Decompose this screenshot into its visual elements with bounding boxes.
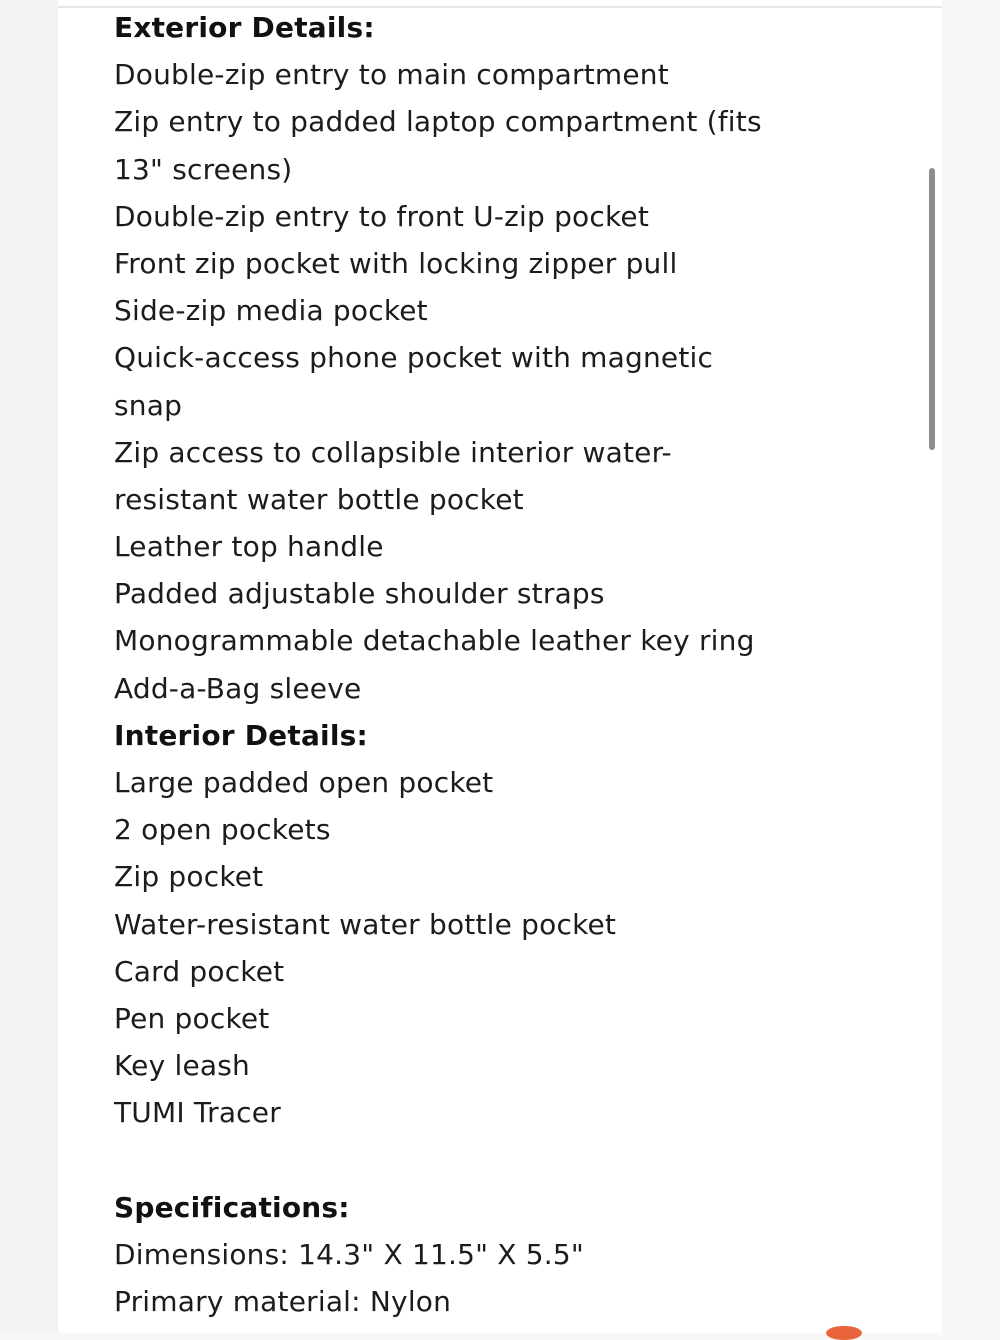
exterior-detail-line: Quick-access phone pocket with magnetic xyxy=(114,341,714,375)
product-details-text xyxy=(114,4,814,1325)
exterior-detail-line: Padded adjustable shoulder straps xyxy=(114,577,605,611)
exterior-detail-line: Double-zip entry to main compartment xyxy=(114,58,669,92)
interior-detail-line: Pen pocket xyxy=(114,1001,270,1035)
specification-line: Dimensions: 14.3" X 11.5" X 5.5" xyxy=(114,1237,584,1271)
exterior-detail-line: Add-a-Bag sleeve xyxy=(114,671,362,705)
exterior-details-heading: Exterior Details: xyxy=(114,11,375,44)
interior-detail-line: Large padded open pocket xyxy=(114,766,494,799)
specification-line: Primary material: Nylon xyxy=(114,1284,452,1318)
page-margin-right xyxy=(942,0,1000,1333)
exterior-detail-line: resistant water bottle pocket xyxy=(114,482,524,516)
exterior-detail-line: Double-zip entry to front U-zip pocket xyxy=(114,199,649,233)
floating-action-badge[interactable] xyxy=(826,1326,862,1340)
blank-line-spacer xyxy=(114,1137,814,1184)
page-margin-left xyxy=(0,0,58,1333)
exterior-detail-line: 13" screens) xyxy=(114,152,293,186)
vertical-scrollbar[interactable] xyxy=(927,168,937,450)
exterior-detail-line: snap xyxy=(114,388,183,422)
exterior-detail-line: Side-zip media pocket xyxy=(114,294,428,328)
interior-detail-line: TUMI Tracer xyxy=(114,1096,281,1130)
interior-detail-line: Key leash xyxy=(114,1049,250,1083)
exterior-detail-line: Zip access to collapsible interior water- xyxy=(114,435,672,469)
specifications-heading: Specifications: xyxy=(114,1190,350,1224)
interior-detail-line: 2 open pockets xyxy=(114,813,331,847)
exterior-detail-line: Zip entry to padded laptop compartment (fits xyxy=(114,105,762,139)
interior-details-heading: Interior Details: xyxy=(114,718,368,752)
interior-detail-line: Card pocket xyxy=(114,954,285,988)
interior-detail-line: Water-resistant water bottle pocket xyxy=(114,907,617,941)
scrollbar-thumb[interactable] xyxy=(929,168,935,450)
interior-detail-line: Zip pocket xyxy=(114,860,264,894)
exterior-detail-line: Leather top handle xyxy=(114,530,384,564)
exterior-detail-line: Monogrammable detachable leather key ring xyxy=(114,624,755,658)
exterior-detail-line: Front zip pocket with locking zipper pull xyxy=(114,246,678,280)
